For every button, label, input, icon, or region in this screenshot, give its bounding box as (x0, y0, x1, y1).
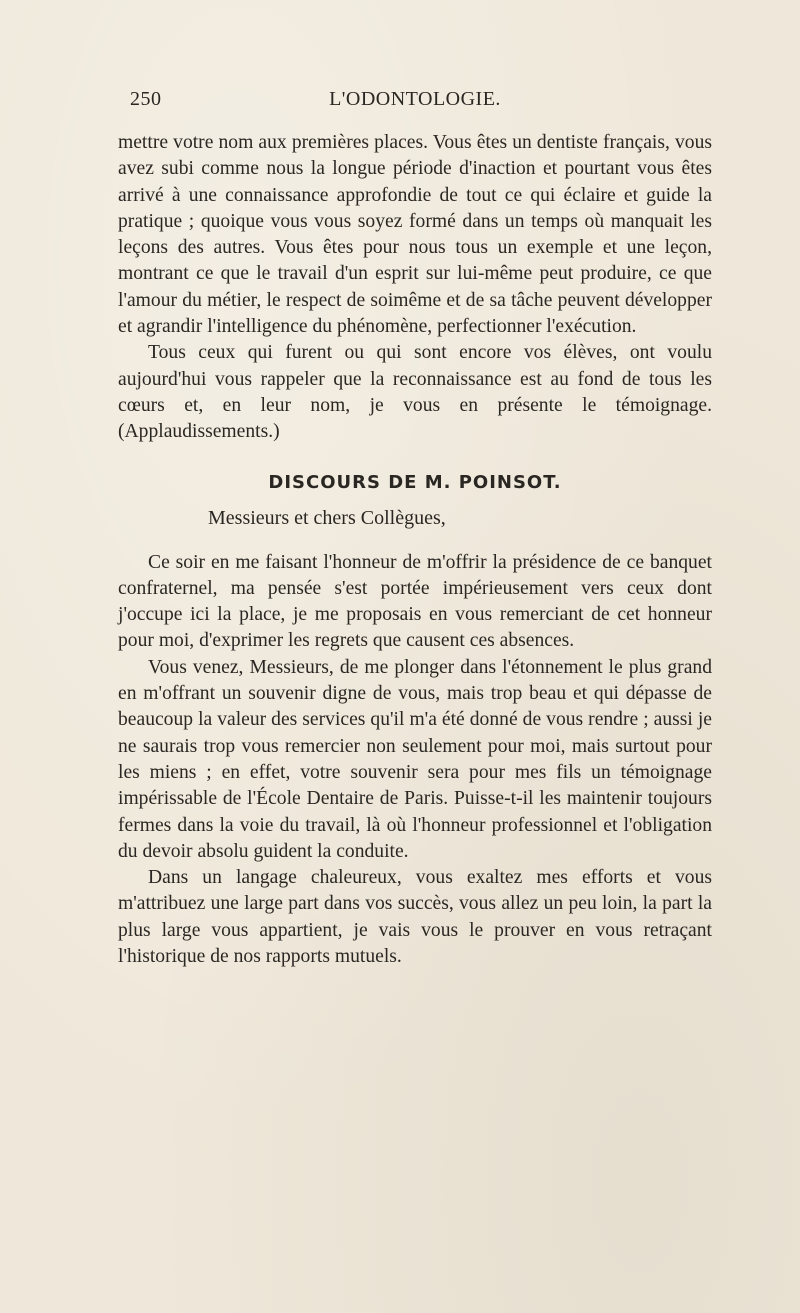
book-page (118, 88, 712, 970)
paragraph-souvenir: Vous venez, Messieurs, de me plonger dans l'étonnement le plus grand en m'offrant un souvenir digne de vous, mais trop beau et qui dépasse de beaucoup la valeur des services qu'il m'a été donné de vous rendre ; aussi je ne saurais trop vous remercier non seulement pour moi, mais surtout pour les miens ; en effet, votre souvenir sera pour mes fils un témoignage impérissable de l'École Dentaire de Paris. Puisse-t-il les maintenir toujours fermes dans la voie du travail, là où l'honneur professionnel et l'obligation du devoir absolu guident la conduite. (118, 656, 712, 862)
paragraph-eleves: Tous ceux qui furent ou qui sont encore vos élèves, ont voulu aujourd'hui vous rappeler que la reconnaissance est au fond de tous les cœurs et, en leur nom, je vous en présente le témoignage. (Applaudissements.) (118, 342, 712, 443)
paragraph-continuation: mettre votre nom aux premières places. Vous êtes un dentiste français, vous avez subi comme nous la longue période d'inaction et pourtant vous êtes arrivé à une connaissance approfondie de tout ce qui éclaire et guide la pratique ; quoique vous vous soyez formé dans un temps où manquait les leçons des autres. Vous êtes pour nous tous un exemple et une leçon, montrant ce que le travail d'un esprit sur lui-même peut produire, ce que l'amour du métier, le respect de soimême et de sa tâche peuvent développer et agrandir l'intelligence du phénomène, perfectionner l'exécution. (118, 132, 712, 338)
speech-text (118, 550, 712, 971)
page-number: 250 (130, 88, 162, 110)
page-header (118, 88, 712, 120)
salutation: Messieurs et chers Collègues, (208, 506, 446, 529)
preceding-text (118, 130, 712, 446)
section-title: DISCOURS DE M. POINSOT. (268, 471, 562, 493)
running-title: L'ODONTOLOGIE. (329, 88, 501, 110)
paragraph-historique: Dans un langage chaleureux, vous exaltez mes efforts et vous m'attribuez une large part dans vos succès, vous allez un peu loin, la part la plus large vous appartient, je vais vous le prouver en vous retraçant l'historique de nos rapports mutuels. (118, 867, 712, 968)
paragraph-presidence: Ce soir en me faisant l'honneur de m'offrir la présidence de ce banquet confraternel, ma pensée s'est portée impérieusement vers ceux dont j'occupe ici la place, je me proposais en vous remerciant de cet honneur pour moi, d'exprimer les regrets que causent ces absences. (118, 551, 712, 652)
